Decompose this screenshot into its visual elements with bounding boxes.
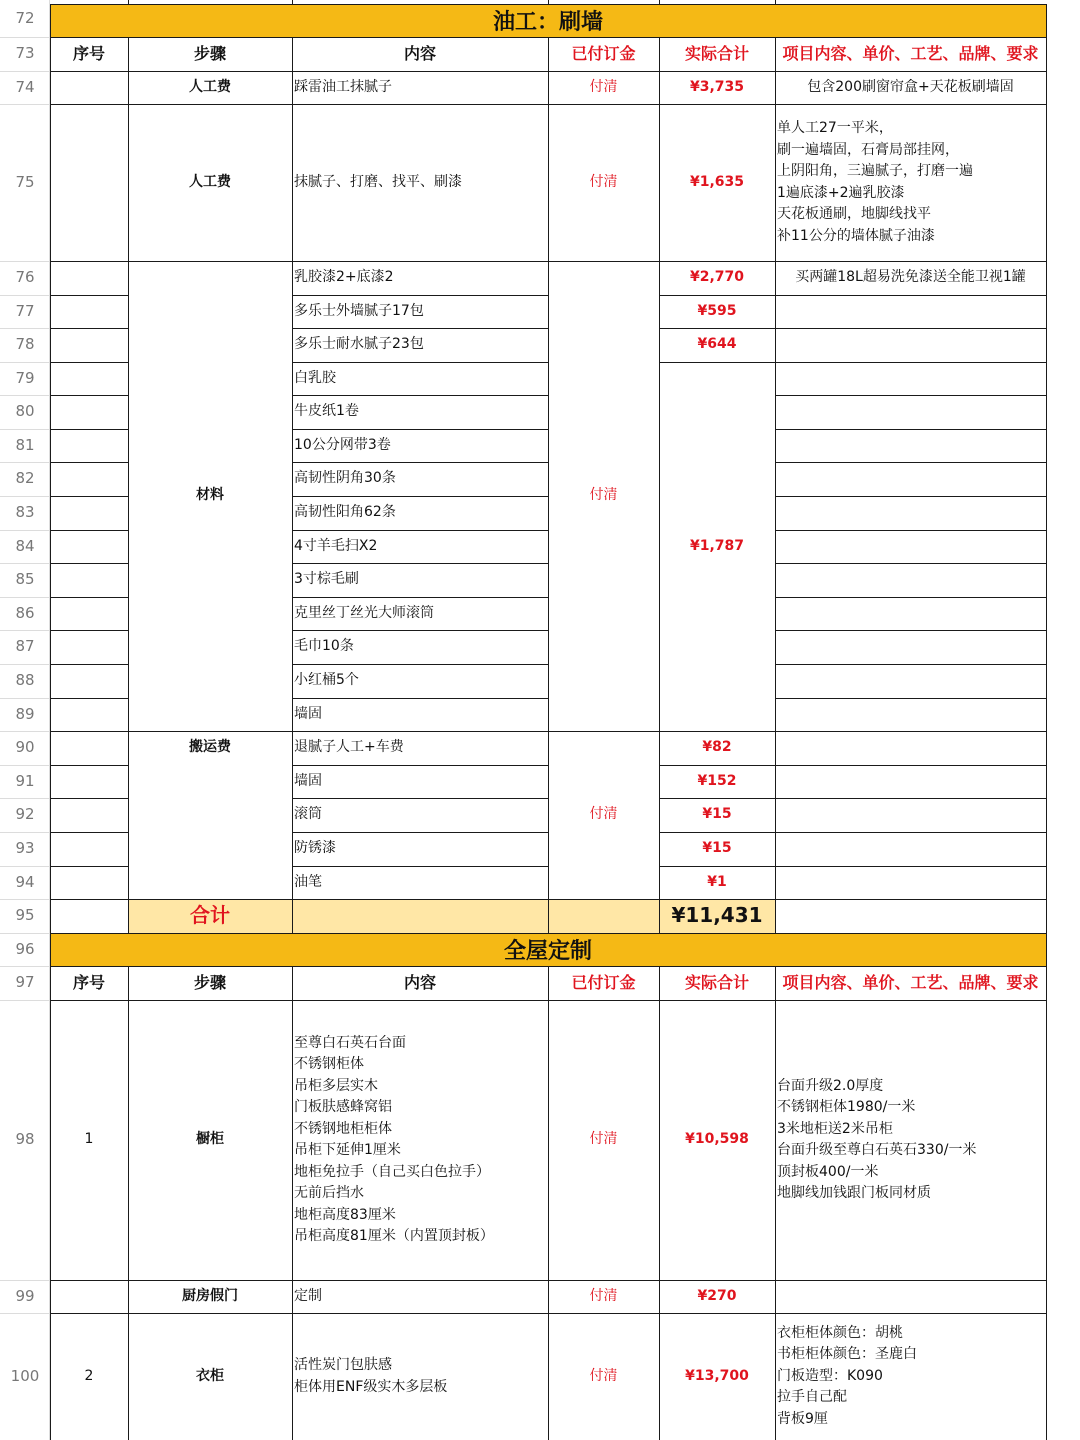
row-number[interactable]: 75 bbox=[0, 104, 50, 261]
gridline bbox=[292, 765, 548, 766]
material-item[interactable]: 牛皮纸1卷 bbox=[294, 403, 359, 420]
gridline bbox=[50, 664, 128, 665]
gridline bbox=[0, 899, 50, 900]
gridline bbox=[0, 71, 50, 72]
gridline bbox=[50, 362, 128, 363]
gridline bbox=[548, 966, 549, 1440]
material-item[interactable]: 多乐士外墙腻子17包 bbox=[294, 302, 424, 319]
gridline bbox=[0, 261, 50, 262]
gridline bbox=[0, 496, 50, 497]
header-step: 步骤 bbox=[193, 973, 226, 993]
gridline bbox=[292, 597, 548, 598]
material-item[interactable]: 白乳胶 bbox=[294, 369, 336, 386]
gridline bbox=[775, 630, 1047, 631]
note-cell[interactable]: 台面升级2.0厚度 不锈钢柜体1980/一米 3米地柜送2米吊柜 台面升级至尊白石英石330/一米 顶封板400/一米 地脚线加钱跟门板同材质 bbox=[777, 1077, 977, 1201]
note-cell[interactable]: 衣柜柜体颜色：胡桃 书柜柜体颜色：圣鹿白 门板造型：K090 拉手自己配 背板9厘 bbox=[777, 1324, 917, 1427]
amount-cell[interactable]: ¥3,735 bbox=[689, 78, 745, 95]
row-number[interactable]: 82 bbox=[0, 462, 50, 496]
header-step: 步骤 bbox=[193, 44, 226, 64]
gridline bbox=[659, 798, 1047, 799]
gridline bbox=[292, 429, 548, 430]
gridline bbox=[659, 295, 1047, 296]
material-item[interactable]: 高韧性阳角62条 bbox=[294, 504, 396, 521]
gridline bbox=[659, 0, 660, 4]
row-number[interactable]: 77 bbox=[0, 295, 50, 328]
gridline bbox=[0, 530, 50, 531]
row-number[interactable]: 90 bbox=[0, 731, 50, 765]
header-content: 内容 bbox=[403, 973, 436, 993]
row-number[interactable]: 86 bbox=[0, 597, 50, 630]
amount-cell[interactable]: ¥13,700 bbox=[685, 1367, 749, 1384]
total-empty[interactable] bbox=[292, 899, 548, 933]
gridline bbox=[548, 0, 549, 4]
gridline bbox=[0, 104, 50, 105]
total-label[interactable]: 合计 bbox=[128, 899, 292, 933]
note-cell[interactable]: 包含200刷窗帘盒+天花板刷墙固 bbox=[807, 78, 1014, 95]
step-cell[interactable]: 厨房假门 bbox=[182, 1287, 238, 1304]
row-number[interactable]: 78 bbox=[0, 328, 50, 362]
content-cell[interactable]: 抹腻子、打磨、找平、刷漆 bbox=[294, 173, 462, 190]
gridline bbox=[50, 328, 128, 329]
gridline bbox=[0, 429, 50, 430]
total-amount[interactable]: ¥11,431 bbox=[659, 899, 775, 933]
material-item[interactable]: 墙固 bbox=[294, 705, 322, 722]
note-cell[interactable]: 单人工27一平米， 刷一遍墙固，石膏局部挂网， 上阴阳角，三遍腻子，打磨一遍 1遍底漆+2遍乳胶漆 天花板通刷，地脚线找平 补11公分的墙体腻子油漆 bbox=[777, 120, 973, 244]
row-number[interactable]: 72 bbox=[0, 0, 50, 37]
gridline bbox=[50, 429, 128, 430]
gridline bbox=[292, 0, 293, 4]
row-number[interactable]: 81 bbox=[0, 429, 50, 462]
header-notes: 项目内容、单价、工艺、品牌、要求 bbox=[782, 973, 1039, 993]
row-number[interactable]: 79 bbox=[0, 362, 50, 395]
gridline bbox=[0, 37, 50, 38]
gridline bbox=[0, 630, 50, 631]
gridline bbox=[292, 395, 548, 396]
seq-cell[interactable]: 2 bbox=[84, 1367, 94, 1384]
gridline bbox=[775, 37, 776, 933]
gridline bbox=[292, 462, 548, 463]
gridline bbox=[0, 1000, 50, 1001]
header-seq: 序号 bbox=[72, 44, 105, 64]
gridline bbox=[50, 933, 1047, 934]
step-cell-moving[interactable]: 搬运费 bbox=[189, 739, 231, 756]
gridline bbox=[775, 0, 776, 4]
gridline bbox=[775, 698, 1047, 699]
gridline bbox=[0, 328, 50, 329]
gridline bbox=[0, 395, 50, 396]
gridline bbox=[775, 395, 1047, 396]
gridline bbox=[0, 866, 50, 867]
gridline bbox=[0, 664, 50, 665]
row-number[interactable]: 85 bbox=[0, 563, 50, 597]
amount-cell[interactable]: ¥10,598 bbox=[685, 1131, 749, 1148]
row-number[interactable]: 94 bbox=[0, 866, 50, 899]
amount-cell[interactable]: ¥152 bbox=[697, 772, 737, 789]
gridline bbox=[775, 597, 1047, 598]
gridline bbox=[50, 866, 128, 867]
amount-cell[interactable]: ¥82 bbox=[702, 739, 732, 756]
gridline bbox=[775, 966, 776, 1440]
moving-item[interactable]: 退腻子人工+车费 bbox=[294, 739, 404, 756]
row-number[interactable]: 99 bbox=[0, 1280, 50, 1313]
section-banner-painting: 油工：刷墙 bbox=[50, 4, 1046, 37]
gridline bbox=[292, 496, 548, 497]
gridline bbox=[0, 798, 50, 799]
gridline bbox=[659, 765, 1047, 766]
section-banner-custom: 全屋定制 bbox=[50, 933, 1046, 966]
gridline bbox=[0, 966, 50, 967]
gridline bbox=[775, 530, 1047, 531]
gridline bbox=[775, 462, 1047, 463]
gridline bbox=[775, 496, 1047, 497]
content-cell[interactable]: 至尊白石英石台面 不锈钢柜体 吊柜多层实木 门板肤感蜂窝铝 不锈钢地柜柜体 吊柜下延伸1厘米 地柜免拉手（自己买白色拉手） 无前后挡水 地柜高度83厘米 吊柜高度81厘米（内置顶封板） bbox=[294, 1034, 494, 1244]
row-number[interactable]: 76 bbox=[0, 261, 50, 295]
gridline bbox=[292, 866, 548, 867]
amount-cell[interactable]: ¥595 bbox=[697, 302, 737, 319]
gridline bbox=[0, 1313, 50, 1314]
paid-cell-moving[interactable]: 付清 bbox=[589, 806, 618, 823]
gridline bbox=[659, 362, 1047, 363]
gridline bbox=[50, 4, 1047, 5]
gridline bbox=[0, 933, 50, 934]
gridline bbox=[292, 530, 548, 531]
row-number[interactable]: 93 bbox=[0, 832, 50, 866]
gridline bbox=[0, 765, 50, 766]
gridline bbox=[128, 966, 129, 1440]
header-notes: 项目内容、单价、工艺、品牌、要求 bbox=[782, 44, 1039, 64]
step-cell-materials[interactable]: 材料 bbox=[196, 487, 224, 504]
amount-cell[interactable]: ¥1 bbox=[707, 873, 727, 890]
moving-item[interactable]: 墙固 bbox=[294, 772, 322, 789]
moving-item[interactable]: 油笔 bbox=[294, 873, 322, 890]
row-number[interactable]: 74 bbox=[0, 71, 50, 104]
paid-cell[interactable]: 付清 bbox=[589, 1287, 618, 1304]
row-number[interactable]: 88 bbox=[0, 664, 50, 698]
gridline bbox=[0, 731, 50, 732]
gridline bbox=[659, 966, 660, 1440]
gridline bbox=[548, 37, 549, 933]
row-number[interactable]: 91 bbox=[0, 765, 50, 798]
row-number[interactable]: 100 bbox=[0, 1313, 50, 1440]
gridline bbox=[659, 328, 1047, 329]
gridline bbox=[50, 765, 128, 766]
gridline bbox=[0, 563, 50, 564]
gridline bbox=[775, 664, 1047, 665]
gridline bbox=[50, 295, 128, 296]
gridline bbox=[659, 866, 1047, 867]
material-item[interactable]: 10公分网带3卷 bbox=[294, 436, 391, 453]
amount-cell[interactable]: ¥2,770 bbox=[689, 269, 745, 286]
gridline bbox=[659, 37, 660, 933]
paid-cell[interactable]: 付清 bbox=[589, 1131, 618, 1148]
paid-cell-materials[interactable]: 付清 bbox=[589, 487, 618, 504]
gridline bbox=[50, 395, 128, 396]
gridline bbox=[50, 4, 51, 1440]
step-cell[interactable]: 橱柜 bbox=[196, 1131, 224, 1148]
gridline bbox=[50, 698, 128, 699]
gridline bbox=[0, 832, 50, 833]
row-number[interactable]: 96 bbox=[0, 933, 50, 966]
amount-cell[interactable]: ¥1,635 bbox=[689, 173, 745, 190]
step-cell[interactable]: 人工费 bbox=[189, 173, 231, 190]
paid-cell[interactable]: 付清 bbox=[589, 173, 618, 190]
material-item[interactable]: 多乐士耐水腻子23包 bbox=[294, 336, 424, 353]
step-cell[interactable]: 衣柜 bbox=[196, 1367, 224, 1384]
gridline bbox=[775, 429, 1047, 430]
row-number[interactable]: 97 bbox=[0, 966, 50, 1000]
gridline bbox=[50, 630, 128, 631]
gridline bbox=[292, 563, 548, 564]
total-empty[interactable] bbox=[548, 899, 659, 933]
material-item[interactable]: 克里丝丁丝光大师滚筒 bbox=[294, 604, 434, 621]
amount-cell[interactable]: ¥15 bbox=[702, 806, 732, 823]
header-actual: 实际合计 bbox=[684, 44, 749, 64]
content-cell[interactable]: 定制 bbox=[294, 1287, 322, 1304]
gridline bbox=[0, 295, 50, 296]
gridline bbox=[659, 832, 1047, 833]
material-item[interactable]: 乳胶漆2+底漆2 bbox=[294, 269, 394, 286]
gridline bbox=[292, 362, 548, 363]
gridline bbox=[50, 530, 128, 531]
moving-item[interactable]: 防锈漆 bbox=[294, 840, 336, 857]
gridline bbox=[1046, 4, 1047, 1440]
gridline bbox=[0, 698, 50, 699]
content-cell[interactable]: 活性炭门包肤感 柜体用ENF级实木多层板 bbox=[294, 1357, 448, 1395]
gridline bbox=[292, 664, 548, 665]
gridline bbox=[128, 37, 129, 933]
content-cell[interactable]: 踩雷油工抹腻子 bbox=[294, 78, 392, 95]
row-number[interactable]: 95 bbox=[0, 899, 50, 933]
gridline bbox=[50, 798, 128, 799]
material-item[interactable]: 高韧性阴角30条 bbox=[294, 470, 396, 487]
gridline bbox=[128, 0, 129, 4]
row-number[interactable]: 80 bbox=[0, 395, 50, 429]
row-number[interactable]: 84 bbox=[0, 530, 50, 563]
gridline bbox=[0, 462, 50, 463]
gridline bbox=[50, 496, 128, 497]
amount-cell[interactable]: ¥1,787 bbox=[689, 537, 745, 554]
gridline bbox=[50, 597, 128, 598]
gridline bbox=[775, 563, 1047, 564]
seq-cell[interactable]: 1 bbox=[84, 1131, 94, 1148]
row-number[interactable]: 83 bbox=[0, 496, 50, 530]
step-cell[interactable]: 人工费 bbox=[189, 78, 231, 95]
row-number[interactable]: 89 bbox=[0, 698, 50, 731]
row-number[interactable]: 92 bbox=[0, 798, 50, 832]
material-item[interactable]: 小红桶5个 bbox=[294, 672, 359, 689]
gridline bbox=[292, 37, 293, 933]
gridline bbox=[292, 630, 548, 631]
gridline bbox=[292, 966, 293, 1440]
paid-cell[interactable]: 付清 bbox=[589, 1367, 618, 1384]
paid-cell[interactable]: 付清 bbox=[589, 78, 618, 95]
gridline bbox=[50, 832, 128, 833]
header-actual: 实际合计 bbox=[684, 973, 749, 993]
gridline bbox=[292, 328, 548, 329]
row-number[interactable]: 73 bbox=[0, 37, 50, 71]
header-deposit: 已付订金 bbox=[571, 44, 636, 64]
material-item[interactable]: 毛巾10条 bbox=[294, 638, 354, 655]
moving-item[interactable]: 滚筒 bbox=[294, 806, 322, 823]
gridline bbox=[292, 295, 548, 296]
gridline bbox=[0, 597, 50, 598]
row-number[interactable]: 98 bbox=[0, 1000, 50, 1280]
gridline bbox=[292, 832, 548, 833]
gridline bbox=[292, 698, 548, 699]
gridline bbox=[50, 563, 128, 564]
row-number[interactable]: 87 bbox=[0, 630, 50, 664]
material-item[interactable]: 4寸羊毛扫X2 bbox=[294, 537, 378, 554]
gridline bbox=[0, 1280, 50, 1281]
gridline bbox=[50, 462, 128, 463]
header-seq: 序号 bbox=[72, 973, 105, 993]
material-item[interactable]: 3寸棕毛刷 bbox=[294, 571, 359, 588]
header-content: 内容 bbox=[403, 44, 436, 64]
amount-cell[interactable]: ¥270 bbox=[697, 1287, 737, 1304]
gridline bbox=[292, 798, 548, 799]
header-deposit: 已付订金 bbox=[571, 973, 636, 993]
amount-cell[interactable]: ¥644 bbox=[697, 336, 737, 353]
note-cell[interactable]: 买两罐18L超易洗免漆送全能卫视1罐 bbox=[795, 269, 1026, 286]
amount-cell[interactable]: ¥15 bbox=[702, 840, 732, 857]
gridline bbox=[0, 362, 50, 363]
